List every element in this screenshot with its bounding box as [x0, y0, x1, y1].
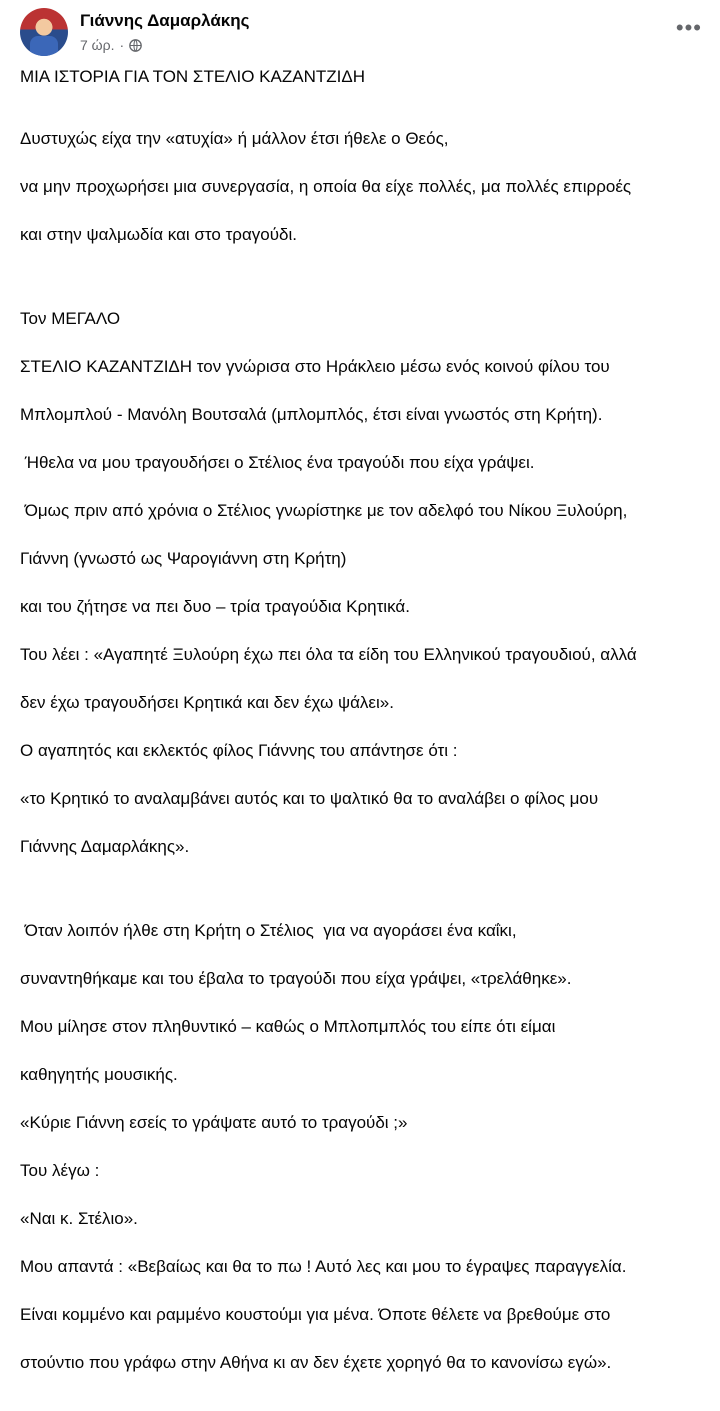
text-line: «Ναι κ. Στέλιο». — [20, 1209, 138, 1228]
text-line: ΣΤΕΛΙΟ ΚΑΖΑΝΤΖΙΔΗ τον γνώρισα στο Ηράκλειο μέσω ενός κοινού φίλου του — [20, 357, 610, 376]
text-line: Ήθελα να μου τραγουδήσει ο Στέλιος ένα τραγούδι που είχα γράψει. — [20, 453, 535, 472]
text-line: Του λέγω : — [20, 1161, 100, 1180]
paragraph-2 — [20, 283, 710, 883]
text-line: στούντιο που γράφω στην Αθήνα κι αν δεν έχετε χορηγό θα το κανονίσω εγώ». — [20, 1353, 612, 1372]
text-line: Του λέει : «Αγαπητέ Ξυλούρη έχω πει όλα τα είδη του Ελληνικού τραγουδιού, αλλά — [20, 645, 637, 664]
text-line: Τον ΜΕΓΑΛΟ — [20, 309, 121, 328]
post-title: ΜΙΑ ΙΣΤΟΡΙΑ ΓΙΑ ΤΟΝ ΣΤΕΛΙΟ ΚΑΖΑΝΤΖΙΔΗ — [20, 67, 365, 86]
post-header — [20, 8, 710, 60]
text-line: Μου απαντά : «Βεβαίως και θα το πω ! Αυτό λες και μου το έγραψες παραγγελία. — [20, 1257, 627, 1276]
author-name[interactable]: Γιάννης Δαμαρλάκης — [80, 11, 250, 30]
meta-separator: · — [119, 37, 125, 53]
text-line: Είναι κομμένο και ραμμένο κουστούμι για μένα. Όποτε θέλετε να βρεθούμε στο — [20, 1305, 611, 1324]
text-line: «Κύριε Γιάννη εσείς το γράψατε αυτό το τραγούδι ;» — [20, 1113, 408, 1132]
text-line: και του ζήτησε να πει δυο – τρία τραγούδια Κρητικά. — [20, 597, 410, 616]
more-options-icon[interactable]: ••• — [675, 15, 702, 40]
paragraph-3 — [20, 895, 710, 1399]
text-line: «το Κρητικό το αναλαμβάνει αυτός και το ψαλτικό θα το αναλάβει ο φίλος μου — [20, 789, 599, 808]
text-line: συναντηθήκαμε και του έβαλα το τραγούδι που είχα γράψει, «τρελάθηκε». — [20, 969, 572, 988]
text-line: και στην ψαλμωδία και στο τραγούδι. — [20, 225, 298, 244]
post-time[interactable]: 7 ώρ. — [80, 37, 115, 53]
text-line: Δυστυχώς είχα την «ατυχία» ή μάλλον έτσι ήθελε ο Θεός, — [20, 129, 449, 148]
author-avatar[interactable] — [20, 8, 68, 56]
globe-icon[interactable] — [129, 39, 142, 52]
text-line: Μπλομπλού - Μανόλη Βουτσαλά (μπλομπλός, έτσι είναι γνωστός στη Κρήτη). — [20, 405, 603, 424]
text-line: Γιάννης Δαμαρλάκης». — [20, 837, 190, 856]
text-line: Ο αγαπητός και εκλεκτός φίλος Γιάννης του απάντησε ότι : — [20, 741, 458, 760]
text-line: δεν έχω τραγουδήσει Κρητικά και δεν έχω ψάλει». — [20, 693, 394, 712]
paragraph-1 — [20, 103, 710, 271]
post-content — [20, 65, 710, 1411]
text-line: Όταν λοιπόν ήλθε στη Κρήτη ο Στέλιος για να αγοράσει ένα καΐκι, — [20, 921, 517, 940]
text-line: να μην προχωρήσει μια συνεργασία, η οποία θα είχε πολλές, μα πολλές επιρροές — [20, 177, 632, 196]
text-line: Μου μίλησε στον πληθυντικό – καθώς ο Μπλοπμπλός του είπε ότι είμαι — [20, 1017, 556, 1036]
text-line: καθηγητής μουσικής. — [20, 1065, 178, 1084]
post-meta — [80, 37, 142, 53]
text-line: Γιάννη (γνωστό ως Ψαρογιάννη στη Κρήτη) — [20, 549, 347, 568]
text-line: Όμως πριν από χρόνια ο Στέλιος γνωρίστηκε με τον αδελφό του Νίκου Ξυλούρη, — [20, 501, 628, 520]
